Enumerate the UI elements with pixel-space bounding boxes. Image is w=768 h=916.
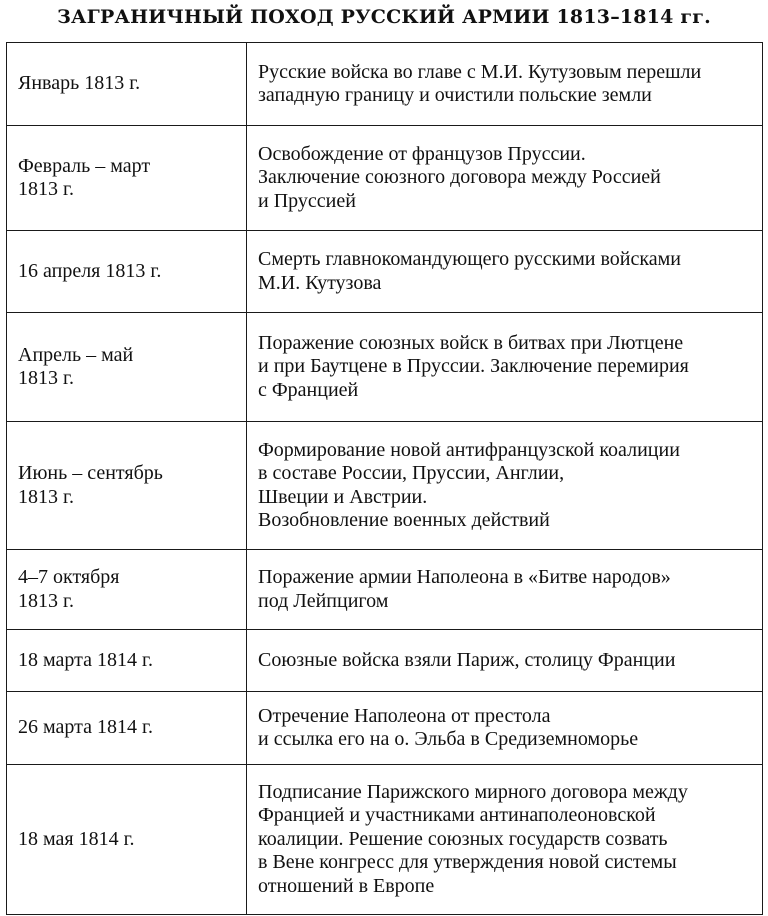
table-row (7, 692, 763, 765)
event-cell: Союзные войска взяли Париж, столицу Франции (247, 630, 763, 692)
date-cell: Июнь – сентябрь 1813 г. (7, 422, 247, 550)
table-row (7, 43, 763, 126)
event-cell: Освобождение от французов Пруссии. Заключение союзного договора между Россией и Пруссией (247, 126, 763, 231)
table-row (7, 231, 763, 313)
chronology-table (6, 42, 763, 915)
event-cell: Отречение Наполеона от престола и ссылка его на о. Эльба в Средиземноморье (247, 692, 763, 765)
table-row (7, 126, 763, 231)
event-cell: Русские войска во главе с М.И. Кутузовым перешли западную границу и очистили польские земли (247, 43, 763, 126)
date-cell: 26 марта 1814 г. (7, 692, 247, 765)
event-cell: Поражение армии Наполеона в «Битве народов» под Лейпцигом (247, 550, 763, 630)
table-row (7, 550, 763, 630)
date-cell: Январь 1813 г. (7, 43, 247, 126)
event-cell: Подписание Парижского мирного договора между Францией и участниками антинаполеоновской коалиции. Решение союзных государств созвать в Вене конгресс для утверждения новой системы отношений в Европе (247, 765, 763, 915)
event-cell: Формирование новой антифранцузской коалиции в составе России, Пруссии, Англии, Швеции и Австрии. Возобновление военных действий (247, 422, 763, 550)
date-cell: 18 марта 1814 г. (7, 630, 247, 692)
table-row (7, 313, 763, 422)
page-title: ЗАГРАНИЧНЫЙ ПОХОД РУССКИЙ АРМИИ 1813–1814 гг. (57, 6, 711, 28)
table-row (7, 630, 763, 692)
table-row (7, 422, 763, 550)
date-cell: Февраль – март 1813 г. (7, 126, 247, 231)
date-cell: Апрель – май 1813 г. (7, 313, 247, 422)
event-cell: Смерть главнокомандующего русскими войсками М.И. Кутузова (247, 231, 763, 313)
date-cell: 18 мая 1814 г. (7, 765, 247, 915)
date-cell: 16 апреля 1813 г. (7, 231, 247, 313)
event-cell: Поражение союзных войск в битвах при Лютцене и при Баутцене в Пруссии. Заключение перемирия с Францией (247, 313, 763, 422)
date-cell: 4–7 октября 1813 г. (7, 550, 247, 630)
table-row (7, 765, 763, 915)
